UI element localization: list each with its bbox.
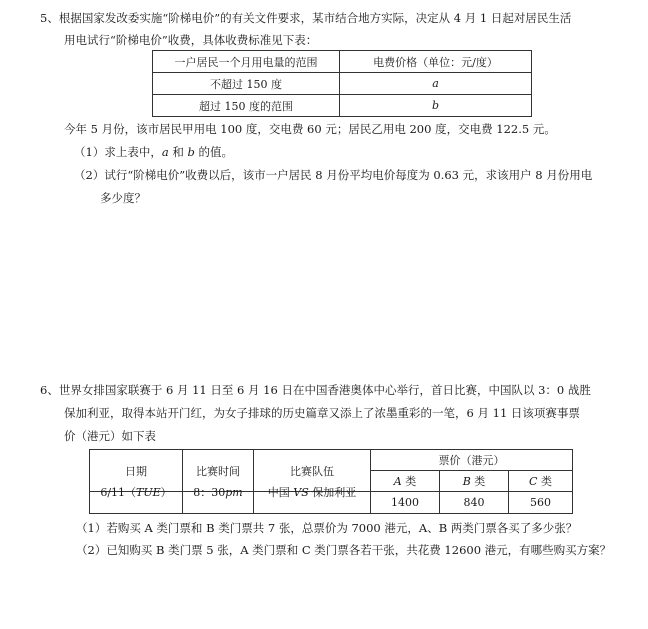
q6-sub-1: （1）若购买 A 类门票和 B 类门票共 7 张，总票价为 7000 港元，A、B 两类门票各买了多少张？ — [76, 521, 578, 535]
q6-time-prefix: 8：30 — [193, 485, 226, 499]
q5-sub1-var-b: b — [187, 145, 195, 159]
q6-ticket-table — [89, 449, 573, 514]
q6-cell-date — [90, 481, 183, 503]
q6-cell-time — [183, 481, 254, 503]
q6-date-prefix: 6/11（ — [100, 485, 137, 499]
q6-cell-teams — [254, 481, 371, 503]
q6-header-date: 日期 — [90, 450, 183, 492]
q5-sub1-suffix: 的值。 — [194, 145, 234, 159]
q6-time-pm: pm — [225, 485, 243, 499]
q5-line-3: 今年 5 月份，该市居民甲用电 100 度，交电费 60 元；居民乙用电 200 度，交电费 122.5 元。 — [64, 122, 556, 136]
q6-teams-vs: VS — [293, 485, 309, 499]
q6-teams-left: 中国 — [267, 485, 294, 499]
q6-header-price: 票价（港元） — [371, 450, 573, 471]
q6-cat-c-letter: C — [529, 475, 538, 488]
q5-sub-2-line-2: 多少度？ — [100, 191, 146, 205]
q5-line-1: 5、根据国家发改委实施“阶梯电价”的有关文件要求，某市结合地方实际，决定从 4 月 1 日起对居民生活 — [40, 11, 572, 25]
q6-line-1: 6、世界女排国家联赛于 6 月 11 日至 6 月 16 日在中国香港奥体中心举行，首日比赛，中国队以 3：0 战胜 — [40, 383, 591, 397]
q6-header-cat-b — [440, 471, 509, 492]
q6-header-teams: 比赛队伍 — [254, 450, 371, 492]
q6-cat-a-suffix: 类 — [401, 475, 417, 488]
q5-sub-1 — [74, 145, 233, 159]
q5-header-range: 一户居民一个月用电量的范围 — [153, 51, 340, 73]
q5-sub1-prefix: （1）求上表中， — [74, 145, 162, 159]
q6-cell-price-b: 840 — [440, 492, 509, 514]
q6-cat-b-suffix: 类 — [470, 475, 486, 488]
q5-row2-price: b — [431, 99, 440, 112]
q5-sub1-var-a: a — [161, 145, 169, 159]
q5-row1-range: 不超过 150 度 — [153, 73, 340, 95]
q5-sub-2-line-1: （2）试行“阶梯电价”收费以后，该市一户居民 8 月份平均电价每度为 0.63 元，求该用户 8 月份用电 — [74, 168, 593, 182]
q6-date-suffix: ） — [160, 485, 172, 499]
q6-line-3: 价（港元）如下表 — [64, 429, 156, 443]
q5-line-2: 用电试行“阶梯电价”收费，具体收费标准见下表： — [64, 33, 318, 47]
q6-header-cat-c — [509, 471, 573, 492]
q6-date-day: TUE — [136, 485, 161, 499]
q6-cat-c-suffix: 类 — [537, 475, 552, 488]
q5-header-price: 电费价格（单位：元/度） — [340, 51, 532, 73]
q6-cell-price-a: 1400 — [371, 492, 440, 514]
q6-header-cat-a — [371, 471, 440, 492]
q5-row2-range: 超过 150 度的范围 — [153, 95, 340, 117]
q6-cell-price-c: 560 — [509, 492, 573, 514]
q5-sub1-mid: 和 — [168, 145, 188, 159]
q5-price-table — [152, 50, 532, 117]
q5-row1-price: a — [432, 77, 439, 90]
q6-cat-b-letter: B — [462, 475, 471, 488]
q6-line-2: 保加利亚，取得本站开门红，为女子排球的历史篇章又添上了浓墨重彩的一笔，6 月 11 日该项赛事票 — [64, 406, 580, 420]
q6-cat-a-letter: A — [393, 475, 402, 488]
q6-sub-2: （2）已知购买 B 类门票 5 张，A 类门票和 C 类门票各若干张，共花费 12600 港元，有哪些购买方案？ — [76, 543, 612, 557]
q6-teams-right: 保加利亚 — [308, 485, 357, 499]
q6-header-time: 比赛时间 — [183, 450, 254, 492]
